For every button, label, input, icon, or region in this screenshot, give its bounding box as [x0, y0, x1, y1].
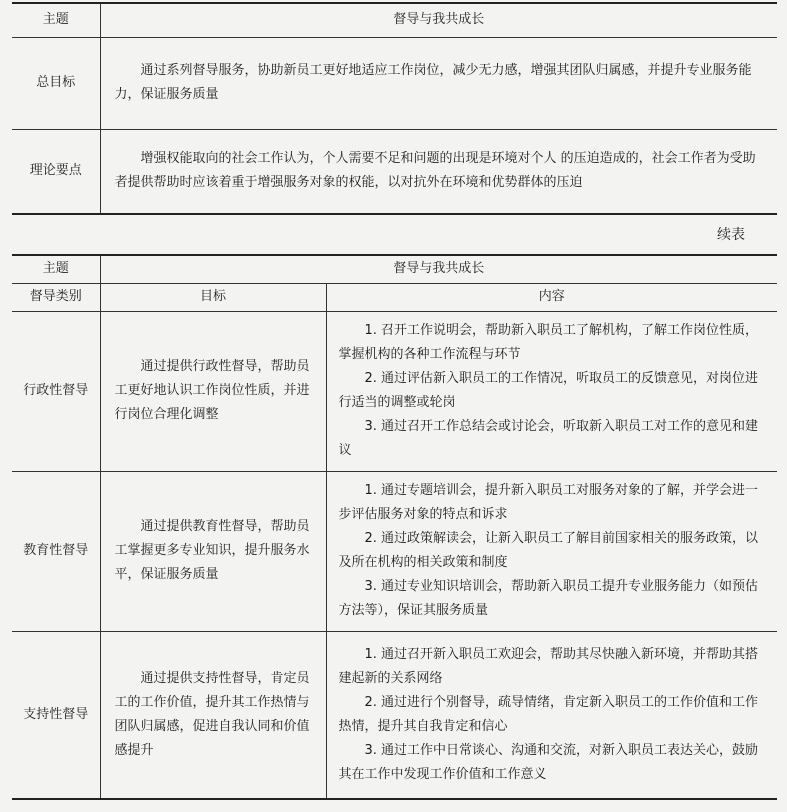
supervision-goal: 通过提供行政性督导，帮助员工更好地认识工作岗位性质，并进行岗位合理化调整: [100, 311, 326, 471]
supervision-content: [326, 471, 777, 631]
supervision-type: 教育性督导: [12, 471, 100, 631]
table-row: [12, 311, 777, 471]
continued-label: 续表: [717, 227, 745, 243]
content-item: 3. 通过专业知识培训会，帮助新入职员工提升专业服务能力（如预估方法等），保证其服务质量: [338, 579, 759, 618]
content-item: 3. 通过工作中日常谈心、沟通和交流，对新入职员工表达关心，鼓励其在工作中发现工作价值和工作意义: [338, 742, 759, 782]
table-row: [12, 631, 777, 799]
theory-text: 增强权能取向的社会工作认为，个人需要不足和问题的出现是环境对个人 的压迫造成的，社会工作者为受助者提供帮助时应该着重于增强服务对象的权能，以对抗外在环境和优势群体的压迫: [100, 129, 777, 214]
header-theme-value: 督导与我共成长: [100, 255, 777, 283]
goal-table: [12, 2, 777, 215]
content-item: 2. 通过进行个别督导，疏导情绪，肯定新入职员工的工作价值和工作热情，提升其自我肯定和信心: [338, 694, 759, 734]
supervision-header-row: [12, 255, 777, 283]
column-header-row: [12, 283, 777, 311]
column-header-content: 内容: [326, 283, 777, 311]
content-item: 1. 召开工作说明会，帮助新入职员工了解机构，了解工作岗位性质，掌握机构的各种工作流程与环节: [338, 323, 759, 362]
content-item: 1. 通过专题培训会，提升新入职员工对服务对象的了解，并学会进一步评估服务对象的特点和诉求: [338, 483, 759, 522]
supervision-content: [326, 631, 777, 799]
column-header-type: 督导类别: [12, 283, 100, 311]
header-theme-label: 主题: [12, 3, 100, 37]
supervision-goal: 通过提供支持性督导，肯定员工的工作价值，提升其工作热情与团队归属感，促进自我认同和价值感提升: [100, 631, 326, 799]
header-theme-label: 主题: [12, 255, 100, 283]
supervision-content: [326, 311, 777, 471]
theory-label: 理论要点: [12, 129, 100, 214]
content-item: 2. 通过评估新入职员工的工作情况，听取员工的反馈意见，对岗位进行适当的调整或轮岗: [338, 371, 759, 410]
supervision-type: 行政性督导: [12, 311, 100, 471]
goal-text: 通过系列督导服务，协助新员工更好地适应工作岗位，减少无力感，增强其团队归属感，并提升专业服务能力，保证服务质量: [100, 37, 777, 129]
supervision-type: 支持性督导: [12, 631, 100, 799]
content-item: 1. 通过召开新入职员工欢迎会，帮助其尽快融入新环境，并帮助其搭建起新的关系网络: [338, 646, 759, 686]
goal-row: [12, 37, 777, 129]
content-item: 3. 通过召开工作总结会或讨论会，听取新入职员工对工作的意见和建议: [338, 419, 759, 458]
theory-row: [12, 129, 777, 214]
supervision-goal: 通过提供教育性督导，帮助员工掌握更多专业知识，提升服务水平，保证服务质量: [100, 471, 326, 631]
goal-label: 总目标: [12, 37, 100, 129]
goal-table-header-row: [12, 3, 777, 37]
content-item: 2. 通过政策解读会，让新入职员工了解目前国家相关的服务政策，以及所在机构的相关政策和制度: [338, 531, 759, 570]
column-header-goal: 目标: [100, 283, 326, 311]
supervision-table: [12, 254, 777, 800]
table-row: [12, 471, 777, 631]
header-theme-value: 督导与我共成长: [100, 3, 777, 37]
